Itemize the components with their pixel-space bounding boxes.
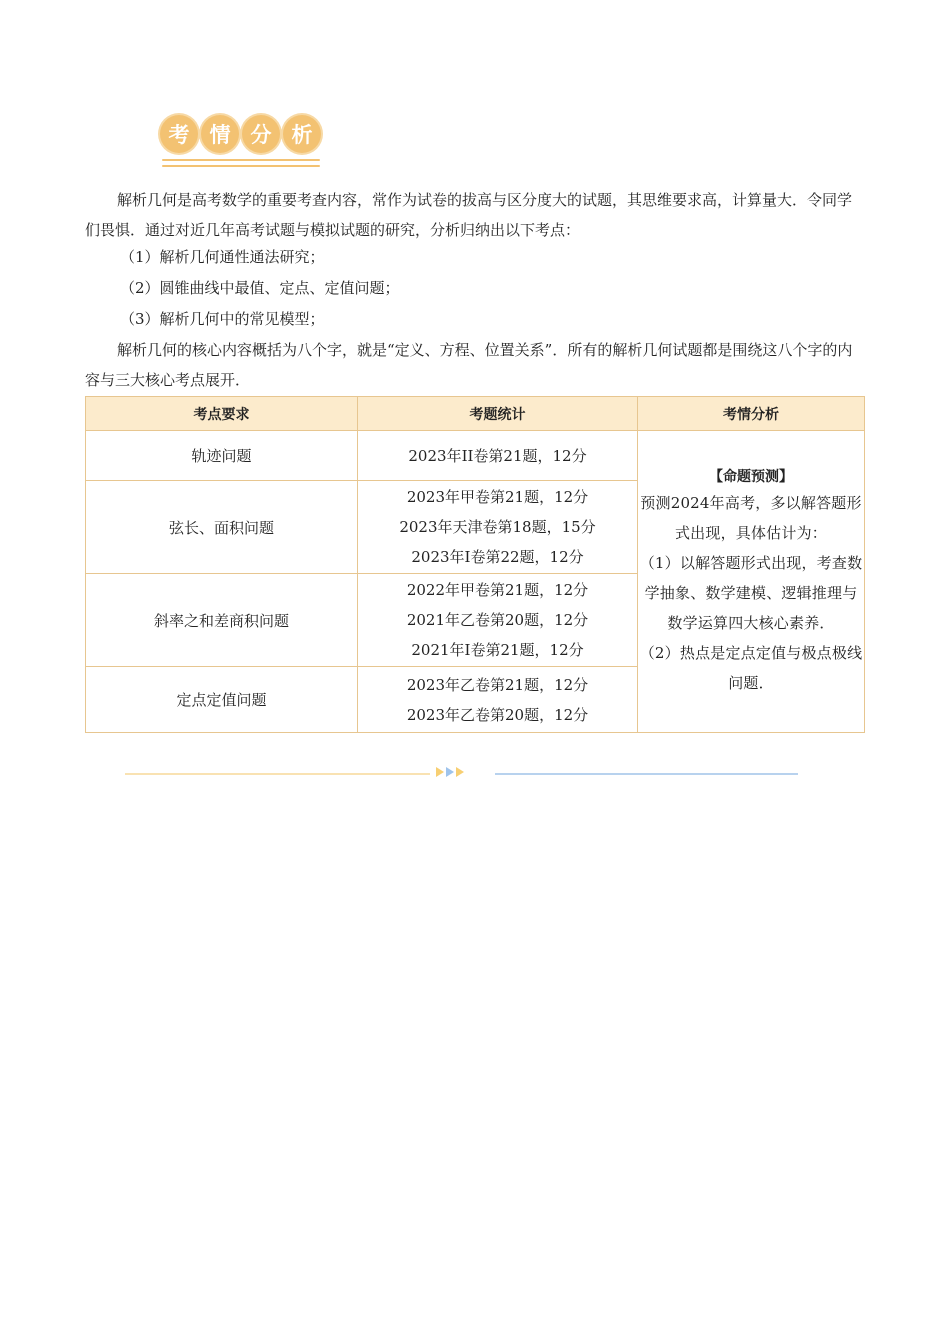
analysis-prediction: 预测2024年高考，多以解答题形式出现，具体估计为： xyxy=(640,493,862,542)
header-char-1: 考 xyxy=(160,115,198,153)
stat-line: 2023年甲卷第21题，12分 xyxy=(406,488,589,506)
topic-cell: 定点定值问题 xyxy=(86,667,358,733)
arrow-icon xyxy=(446,767,454,777)
analysis-cell xyxy=(638,431,865,733)
stat-line: 2021年乙卷第20题，12分 xyxy=(406,611,589,629)
topic-cell: 斜率之和差商积问题 xyxy=(86,574,358,667)
intro-item-1: （1）解析几何通性通法研究； xyxy=(120,248,325,266)
intro-paragraph-2: 解析几何的核心内容概括为八个字，就是“定义、方程、位置关系”．所有的解析几何试题都是围绕这八个字的内容与三大核心考点展开． xyxy=(85,341,853,389)
header-stats: 考题统计 xyxy=(358,397,638,431)
stat-line: 2023年乙卷第20题，12分 xyxy=(406,705,589,724)
intro-item-2: （2）圆锥曲线中最值、定点、定值问题； xyxy=(120,279,400,297)
arrow-icon xyxy=(456,767,464,777)
topic-cell: 轨迹问题 xyxy=(86,431,358,481)
header-char-2: 情 xyxy=(201,115,239,153)
analysis-title: 【命题预测】 xyxy=(709,468,793,485)
stats-cell xyxy=(358,431,638,481)
header-char-4: 析 xyxy=(283,115,321,153)
exam-analysis-table xyxy=(85,396,865,733)
intro-item-3: （3）解析几何中的常见模型； xyxy=(120,310,325,328)
table-row xyxy=(86,431,865,481)
stats-cell xyxy=(358,574,638,667)
intro-paragraph-1: 解析几何是高考数学的重要考查内容，常作为试卷的拔高与区分度大的试题，其思维要求高，计算量大．令同学们畏惧．通过对近几年高考试题与模拟试题的研究，分析归纳出以下考点： xyxy=(85,191,853,239)
stat-line: 2023年天津卷第18题，15分 xyxy=(399,518,596,536)
stat-line: 2023年I卷第22题，12分 xyxy=(411,548,584,566)
table-header-row xyxy=(86,397,865,431)
analysis-point-1: （1）以解答题形式出现，考查数学抽象、数学建模、逻辑推理与数学运算四大核心素养． xyxy=(639,553,863,632)
stat-line: 2023年II卷第21题，12分 xyxy=(408,446,587,465)
section-header-badge xyxy=(160,115,322,171)
stat-line: 2023年乙卷第21题，12分 xyxy=(406,675,589,694)
header-analysis: 考情分析 xyxy=(638,397,865,431)
stats-cell xyxy=(358,481,638,574)
header-underline-1 xyxy=(162,159,320,161)
header-topic: 考点要求 xyxy=(86,397,358,431)
header-underline-2 xyxy=(162,165,320,167)
divider-left-line xyxy=(125,773,430,775)
stat-line: 2021年I卷第21题，12分 xyxy=(411,641,584,659)
divider-right-line xyxy=(495,773,798,775)
topic-cell: 弦长、面积问题 xyxy=(86,481,358,574)
stats-cell xyxy=(358,667,638,733)
arrow-icon xyxy=(436,767,444,777)
header-char-3: 分 xyxy=(242,115,280,153)
stat-line: 2022年甲卷第21题，12分 xyxy=(406,581,589,599)
analysis-point-2: （2）热点是定点定值与极点极线问题． xyxy=(639,643,863,692)
